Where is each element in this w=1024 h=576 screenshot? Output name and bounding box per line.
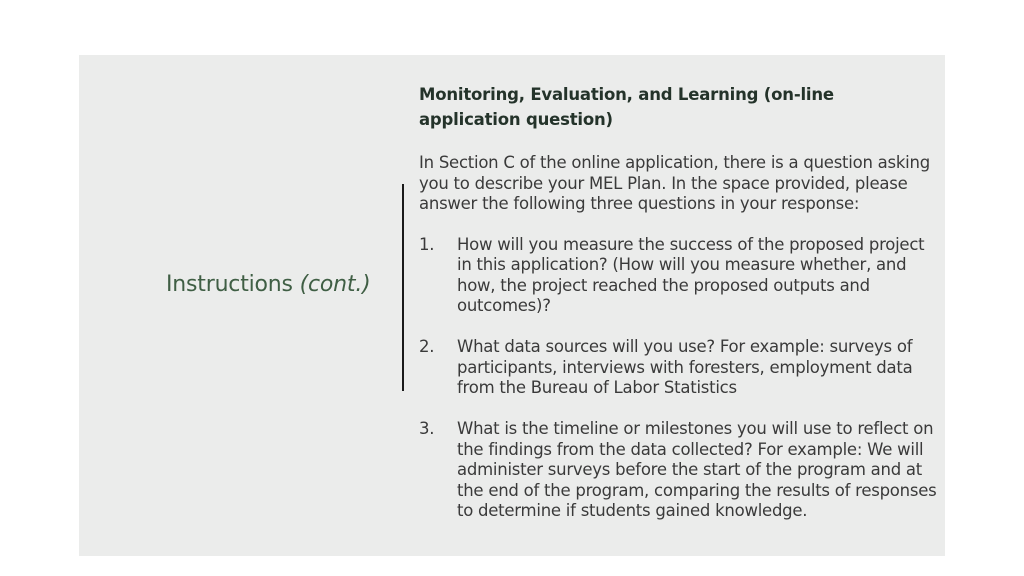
list-item-2 — [419, 337, 939, 399]
list-item-3 — [419, 419, 939, 522]
section-title — [166, 272, 371, 297]
vertical-divider — [402, 184, 404, 391]
list-item-1 — [419, 235, 939, 317]
instructions-content — [419, 82, 939, 542]
list-item-number: 1. — [419, 234, 435, 254]
intro-paragraph: In Section C of the online application, there is a question asking you to describe your MEL Plan. In the space provided, please answer the following three questions in your response: — [419, 153, 930, 213]
list-item-number: 2. — [419, 337, 435, 356]
content-heading: Monitoring, Evaluation, and Learning (on-line application question) — [419, 85, 834, 129]
list-item-text: How will you measure the success of the proposed project in this application? (How will you measure whether, and how, the project reached the proposed outputs and outcomes)? — [457, 234, 925, 315]
section-title-italic: (cont.) — [299, 272, 371, 297]
list-item-text: What data sources will you use? For example: surveys of participants, interviews with foresters, employment data from the Bureau of Labor Statistics — [457, 337, 913, 397]
list-item-text: What is the timeline or milestones you will use to reflect on the findings from the data collected? For example: We will administer surveys before the start of the program and at the end of the program, comparing the results of responses to determine if students gained knowledge. — [457, 419, 937, 520]
list-item-number: 3. — [419, 419, 435, 438]
section-title-main: Instructions — [166, 272, 300, 297]
